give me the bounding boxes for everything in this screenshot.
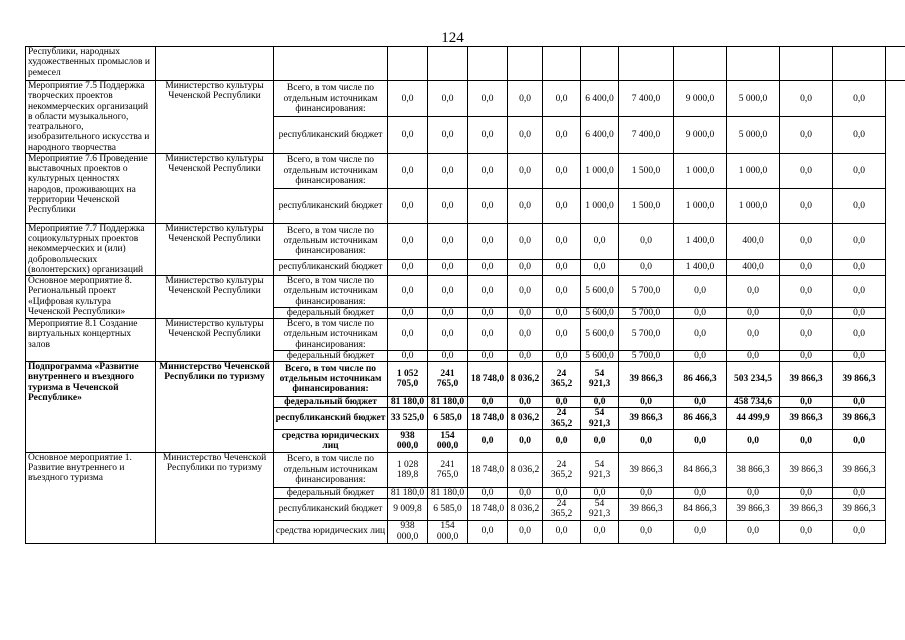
value-cell: 1 400,0 xyxy=(674,223,727,259)
value-cell: 0,0 xyxy=(388,188,428,223)
table-row xyxy=(26,47,905,81)
activity-name-cell: Основное мероприятие 8. Региональный проект «Цифровая культура Чеченской Республики» xyxy=(26,276,156,319)
value-cell: 0,0 xyxy=(388,153,428,188)
value-cell: 0,0 xyxy=(468,153,508,188)
value-cell xyxy=(428,47,468,81)
activity-name-cell: Мероприятие 8.1 Создание виртуальных концертных залов xyxy=(26,319,156,362)
value-cell: 39 866,3 xyxy=(833,408,886,430)
funding-source-cell: средства юридических лиц xyxy=(274,520,388,543)
value-cell xyxy=(727,47,780,81)
activity-name-cell: Мероприятие 7.7 Поддержка социокультурных проектов некоммерческих и (или) добровольческих (волонтерских) организаций xyxy=(26,223,156,275)
table-row xyxy=(26,153,905,188)
value-cell: 0,0 xyxy=(780,81,833,117)
value-cell: 0,0 xyxy=(727,520,780,543)
value-cell: 38 866,3 xyxy=(727,452,780,487)
value-cell: 0,0 xyxy=(388,307,428,318)
value-cell: 0,0 xyxy=(581,429,619,452)
value-cell: 54 921,3 xyxy=(581,499,619,521)
value-cell: 0,0 xyxy=(388,117,428,153)
financing-table xyxy=(25,46,905,544)
value-cell: 0,0 xyxy=(543,319,581,351)
value-cell: 0,0 xyxy=(674,307,727,318)
value-cell: 0,0 xyxy=(780,223,833,259)
value-cell: 0,0 xyxy=(674,350,727,361)
value-cell: 0,0 xyxy=(543,223,581,259)
value-cell: 0,0 xyxy=(508,276,543,308)
value-cell: 0,0 xyxy=(581,520,619,543)
value-cell: 0,0 xyxy=(508,153,543,188)
funding-source-cell: федеральный бюджет xyxy=(274,307,388,318)
value-cell: 0,0 xyxy=(674,429,727,452)
value-cell: 0,0 xyxy=(468,429,508,452)
value-cell: 33 525,0 xyxy=(388,408,428,430)
value-cell: 1 052 705,0 xyxy=(388,362,428,397)
value-cell: 938 000,0 xyxy=(388,520,428,543)
value-cell: 9 000,0 xyxy=(674,81,727,117)
value-cell: 0,0 xyxy=(780,319,833,351)
value-cell: 1 400,0 xyxy=(674,259,727,275)
value-cell: 0,0 xyxy=(727,429,780,452)
value-cell: 54 921,3 xyxy=(581,362,619,397)
value-cell: 0,0 xyxy=(428,276,468,308)
value-cell: 0,0 xyxy=(833,81,886,117)
value-cell: 0,0 xyxy=(508,397,543,408)
funding-source-cell: республиканский бюджет xyxy=(274,499,388,521)
value-cell: 0,0 xyxy=(508,520,543,543)
value-cell: 0,0 xyxy=(508,188,543,223)
value-cell: 24 365,2 xyxy=(543,362,581,397)
value-cell xyxy=(581,47,619,81)
value-cell xyxy=(508,47,543,81)
value-cell: 5 700,0 xyxy=(619,350,674,361)
value-cell: 0,0 xyxy=(468,223,508,259)
value-cell: 86 466,3 xyxy=(674,408,727,430)
value-cell: 0,0 xyxy=(428,223,468,259)
value-cell: 0,0 xyxy=(508,429,543,452)
executor-cell: Министерство культуры Чеченской Республики xyxy=(156,319,274,362)
value-cell: 7 400,0 xyxy=(619,81,674,117)
value-cell: 5 600,0 xyxy=(581,307,619,318)
value-cell: 0,0 xyxy=(543,188,581,223)
value-cell: 5 700,0 xyxy=(619,319,674,351)
value-cell: 0,0 xyxy=(780,520,833,543)
value-cell: 0,0 xyxy=(508,117,543,153)
value-cell: 5 600,0 xyxy=(581,276,619,308)
value-cell xyxy=(674,47,727,81)
value-cell: 24 365,2 xyxy=(543,499,581,521)
value-cell: 0,0 xyxy=(780,276,833,308)
value-cell: 39 866,3 xyxy=(833,452,886,487)
value-cell: 0,0 xyxy=(833,429,886,452)
value-cell: 0,0 xyxy=(780,429,833,452)
value-cell: 18 748,0 xyxy=(468,362,508,397)
value-cell xyxy=(886,47,905,81)
value-cell: 0,0 xyxy=(619,223,674,259)
value-cell: 39 866,3 xyxy=(619,408,674,430)
value-cell: 6 400,0 xyxy=(581,117,619,153)
value-cell: 0,0 xyxy=(833,259,886,275)
funding-source-cell xyxy=(274,47,388,81)
table-row xyxy=(26,452,905,487)
value-cell: 0,0 xyxy=(727,307,780,318)
value-cell: 0,0 xyxy=(581,223,619,259)
value-cell: 0,0 xyxy=(833,307,886,318)
value-cell: 0,0 xyxy=(508,259,543,275)
value-cell: 5 000,0 xyxy=(727,81,780,117)
value-cell: 0,0 xyxy=(543,520,581,543)
value-cell: 1 028 189,8 xyxy=(388,452,428,487)
value-cell: 0,0 xyxy=(833,117,886,153)
value-cell: 0,0 xyxy=(543,307,581,318)
value-cell: 0,0 xyxy=(543,487,581,498)
value-cell: 6 585,0 xyxy=(428,408,468,430)
value-cell: 938 000,0 xyxy=(388,429,428,452)
value-cell: 0,0 xyxy=(388,319,428,351)
value-cell: 1 000,0 xyxy=(727,188,780,223)
value-cell: 0,0 xyxy=(543,429,581,452)
funding-source-cell: Всего, в том числе по отдельным источникам финансирования: xyxy=(274,362,388,397)
value-cell: 0,0 xyxy=(727,319,780,351)
value-cell: 0,0 xyxy=(468,117,508,153)
value-cell: 0,0 xyxy=(833,276,886,308)
activity-name-cell: Основное мероприятие 1. Развитие внутреннего и въездного туризма xyxy=(26,452,156,543)
funding-source-cell: средства юридических лиц xyxy=(274,429,388,452)
value-cell xyxy=(468,47,508,81)
value-cell: 39 866,3 xyxy=(727,499,780,521)
value-cell: 0,0 xyxy=(674,319,727,351)
value-cell: 0,0 xyxy=(468,350,508,361)
value-cell: 0,0 xyxy=(468,397,508,408)
value-cell: 1 000,0 xyxy=(581,153,619,188)
value-cell: 24 365,2 xyxy=(543,452,581,487)
page-number: 124 xyxy=(441,30,464,46)
value-cell: 0,0 xyxy=(581,487,619,498)
value-cell: 0,0 xyxy=(508,223,543,259)
activity-name-cell: Республики, народных художественных промыслов и ремесел xyxy=(26,47,156,81)
value-cell: 0,0 xyxy=(428,259,468,275)
value-cell: 39 866,3 xyxy=(619,499,674,521)
value-cell: 458 734,6 xyxy=(727,397,780,408)
value-cell: 39 866,3 xyxy=(619,452,674,487)
value-cell: 0,0 xyxy=(780,117,833,153)
value-cell: 5 700,0 xyxy=(619,307,674,318)
value-cell: 0,0 xyxy=(428,117,468,153)
funding-source-cell: республиканский бюджет xyxy=(274,408,388,430)
value-cell: 0,0 xyxy=(833,350,886,361)
value-cell: 400,0 xyxy=(727,259,780,275)
value-cell: 84 866,3 xyxy=(674,452,727,487)
value-cell: 18 748,0 xyxy=(468,499,508,521)
value-cell: 1 000,0 xyxy=(674,153,727,188)
value-cell xyxy=(780,47,833,81)
value-cell: 54 921,3 xyxy=(581,408,619,430)
activity-name-cell: Подпрограмма «Развитие внутреннего и въездного туризма в Чеченской Республике» xyxy=(26,362,156,453)
executor-cell: Министерство Чеченской Республики по туризму xyxy=(156,362,274,453)
table-row xyxy=(26,81,905,117)
value-cell: 1 000,0 xyxy=(581,188,619,223)
value-cell: 0,0 xyxy=(581,397,619,408)
value-cell: 0,0 xyxy=(388,276,428,308)
funding-source-cell: федеральный бюджет xyxy=(274,350,388,361)
value-cell: 0,0 xyxy=(543,350,581,361)
value-cell: 6 585,0 xyxy=(428,499,468,521)
value-cell: 0,0 xyxy=(468,276,508,308)
value-cell: 0,0 xyxy=(468,319,508,351)
value-cell: 0,0 xyxy=(543,397,581,408)
executor-cell: Министерство культуры Чеченской Республики xyxy=(156,153,274,223)
value-cell: 0,0 xyxy=(727,276,780,308)
value-cell: 0,0 xyxy=(468,520,508,543)
value-cell: 0,0 xyxy=(428,350,468,361)
value-cell: 0,0 xyxy=(674,487,727,498)
value-cell: 0,0 xyxy=(428,81,468,117)
value-cell: 0,0 xyxy=(780,487,833,498)
value-cell: 0,0 xyxy=(833,520,886,543)
value-cell: 0,0 xyxy=(674,276,727,308)
value-cell: 0,0 xyxy=(674,397,727,408)
value-cell: 39 866,3 xyxy=(780,408,833,430)
value-cell: 81 180,0 xyxy=(428,487,468,498)
value-cell: 7 400,0 xyxy=(619,117,674,153)
value-cell: 0,0 xyxy=(543,117,581,153)
value-cell: 0,0 xyxy=(833,188,886,223)
value-cell: 0,0 xyxy=(619,520,674,543)
funding-source-cell: Всего, в том числе по отдельным источникам финансирования: xyxy=(274,81,388,117)
value-cell: 0,0 xyxy=(543,259,581,275)
value-cell xyxy=(388,47,428,81)
value-cell: 1 000,0 xyxy=(727,153,780,188)
value-cell: 6 400,0 xyxy=(581,81,619,117)
value-cell: 503 234,5 xyxy=(727,362,780,397)
value-cell: 18 748,0 xyxy=(468,452,508,487)
value-cell: 5 000,0 xyxy=(727,117,780,153)
value-cell: 8 036,2 xyxy=(508,362,543,397)
value-cell: 0,0 xyxy=(780,259,833,275)
value-cell: 8 036,2 xyxy=(508,452,543,487)
value-cell: 8 036,2 xyxy=(508,499,543,521)
funding-source-cell: Всего, в том числе по отдельным источникам финансирования: xyxy=(274,319,388,351)
value-cell: 0,0 xyxy=(468,487,508,498)
value-cell: 0,0 xyxy=(674,520,727,543)
value-cell: 9 000,0 xyxy=(674,117,727,153)
value-cell: 0,0 xyxy=(428,307,468,318)
table-row xyxy=(26,223,905,259)
value-cell: 39 866,3 xyxy=(780,452,833,487)
table-row xyxy=(26,362,905,397)
value-cell: 0,0 xyxy=(727,350,780,361)
value-cell: 0,0 xyxy=(388,223,428,259)
value-cell: 0,0 xyxy=(468,188,508,223)
value-cell: 0,0 xyxy=(388,259,428,275)
funding-source-cell: федеральный бюджет xyxy=(274,397,388,408)
value-cell: 44 499,9 xyxy=(727,408,780,430)
funding-source-cell: республиканский бюджет xyxy=(274,117,388,153)
value-cell: 0,0 xyxy=(543,153,581,188)
value-cell: 39 866,3 xyxy=(833,499,886,521)
value-cell: 81 180,0 xyxy=(388,487,428,498)
value-cell: 39 866,3 xyxy=(780,499,833,521)
value-cell: 0,0 xyxy=(780,397,833,408)
table-row xyxy=(26,319,905,351)
value-cell xyxy=(543,47,581,81)
value-cell: 54 921,3 xyxy=(581,452,619,487)
value-cell: 154 000,0 xyxy=(428,520,468,543)
value-cell: 400,0 xyxy=(727,223,780,259)
value-cell: 154 000,0 xyxy=(428,429,468,452)
value-cell: 0,0 xyxy=(833,223,886,259)
value-cell: 0,0 xyxy=(543,276,581,308)
value-cell: 0,0 xyxy=(780,307,833,318)
value-cell: 18 748,0 xyxy=(468,408,508,430)
value-cell xyxy=(619,47,674,81)
value-cell: 84 866,3 xyxy=(674,499,727,521)
funding-source-cell: Всего, в том числе по отдельным источникам финансирования: xyxy=(274,153,388,188)
table-row xyxy=(26,276,905,308)
value-cell: 86 466,3 xyxy=(674,362,727,397)
value-cell: 0,0 xyxy=(468,81,508,117)
value-cell: 0,0 xyxy=(780,153,833,188)
value-cell: 1 500,0 xyxy=(619,188,674,223)
value-cell: 5 600,0 xyxy=(581,350,619,361)
value-cell: 1 500,0 xyxy=(619,153,674,188)
executor-cell: Министерство культуры Чеченской Республики xyxy=(156,276,274,319)
value-cell: 0,0 xyxy=(780,350,833,361)
value-cell: 0,0 xyxy=(619,429,674,452)
funding-source-cell: федеральный бюджет xyxy=(274,487,388,498)
value-cell: 0,0 xyxy=(388,81,428,117)
value-cell: 0,0 xyxy=(619,259,674,275)
value-cell: 0,0 xyxy=(727,487,780,498)
value-cell: 0,0 xyxy=(508,319,543,351)
executor-cell xyxy=(156,47,274,81)
value-cell: 9 009,8 xyxy=(388,499,428,521)
value-cell: 39 866,3 xyxy=(833,362,886,397)
value-cell: 0,0 xyxy=(833,153,886,188)
value-cell: 241 765,0 xyxy=(428,452,468,487)
value-cell: 39 866,3 xyxy=(619,362,674,397)
activity-name-cell: Мероприятие 7.6 Проведение выставочных проектов о культурных ценностях народов, проживающих на территории Чеченской Республики xyxy=(26,153,156,223)
activity-name-cell: Мероприятие 7.5 Поддержка творческих проектов некоммерческих организаций в области музыкального, театрального, изобразительного искусства и народного творчества xyxy=(26,81,156,154)
value-cell: 0,0 xyxy=(508,487,543,498)
value-cell: 0,0 xyxy=(619,487,674,498)
value-cell: 0,0 xyxy=(388,350,428,361)
value-cell: 0,0 xyxy=(780,188,833,223)
value-cell: 241 765,0 xyxy=(428,362,468,397)
value-cell: 0,0 xyxy=(508,307,543,318)
funding-source-cell: Всего, в том числе по отдельным источникам финансирования: xyxy=(274,223,388,259)
value-cell: 81 180,0 xyxy=(428,397,468,408)
value-cell: 0,0 xyxy=(508,350,543,361)
value-cell: 81 180,0 xyxy=(388,397,428,408)
value-cell: 0,0 xyxy=(543,81,581,117)
value-cell: 0,0 xyxy=(428,319,468,351)
value-cell: 0,0 xyxy=(508,81,543,117)
executor-cell: Министерство культуры Чеченской Республики xyxy=(156,81,274,154)
executor-cell: Министерство культуры Чеченской Республики xyxy=(156,223,274,275)
value-cell: 8 036,2 xyxy=(508,408,543,430)
funding-source-cell: республиканский бюджет xyxy=(274,259,388,275)
value-cell: 0,0 xyxy=(833,487,886,498)
value-cell: 24 365,2 xyxy=(543,408,581,430)
value-cell xyxy=(833,47,886,81)
value-cell: 0,0 xyxy=(468,307,508,318)
executor-cell: Министерство Чеченской Республики по туризму xyxy=(156,452,274,543)
value-cell: 0,0 xyxy=(833,397,886,408)
value-cell: 0,0 xyxy=(468,259,508,275)
value-cell: 0,0 xyxy=(581,259,619,275)
value-cell: 5 600,0 xyxy=(581,319,619,351)
value-cell: 0,0 xyxy=(428,153,468,188)
funding-source-cell: республиканский бюджет xyxy=(274,188,388,223)
funding-source-cell: Всего, в том числе по отдельным источникам финансирования: xyxy=(274,276,388,308)
funding-source-cell: Всего, в том числе по отдельным источникам финансирования: xyxy=(274,452,388,487)
value-cell: 0,0 xyxy=(428,188,468,223)
value-cell: 5 700,0 xyxy=(619,276,674,308)
value-cell: 39 866,3 xyxy=(780,362,833,397)
value-cell: 0,0 xyxy=(619,397,674,408)
value-cell: 1 000,0 xyxy=(674,188,727,223)
value-cell: 0,0 xyxy=(833,319,886,351)
